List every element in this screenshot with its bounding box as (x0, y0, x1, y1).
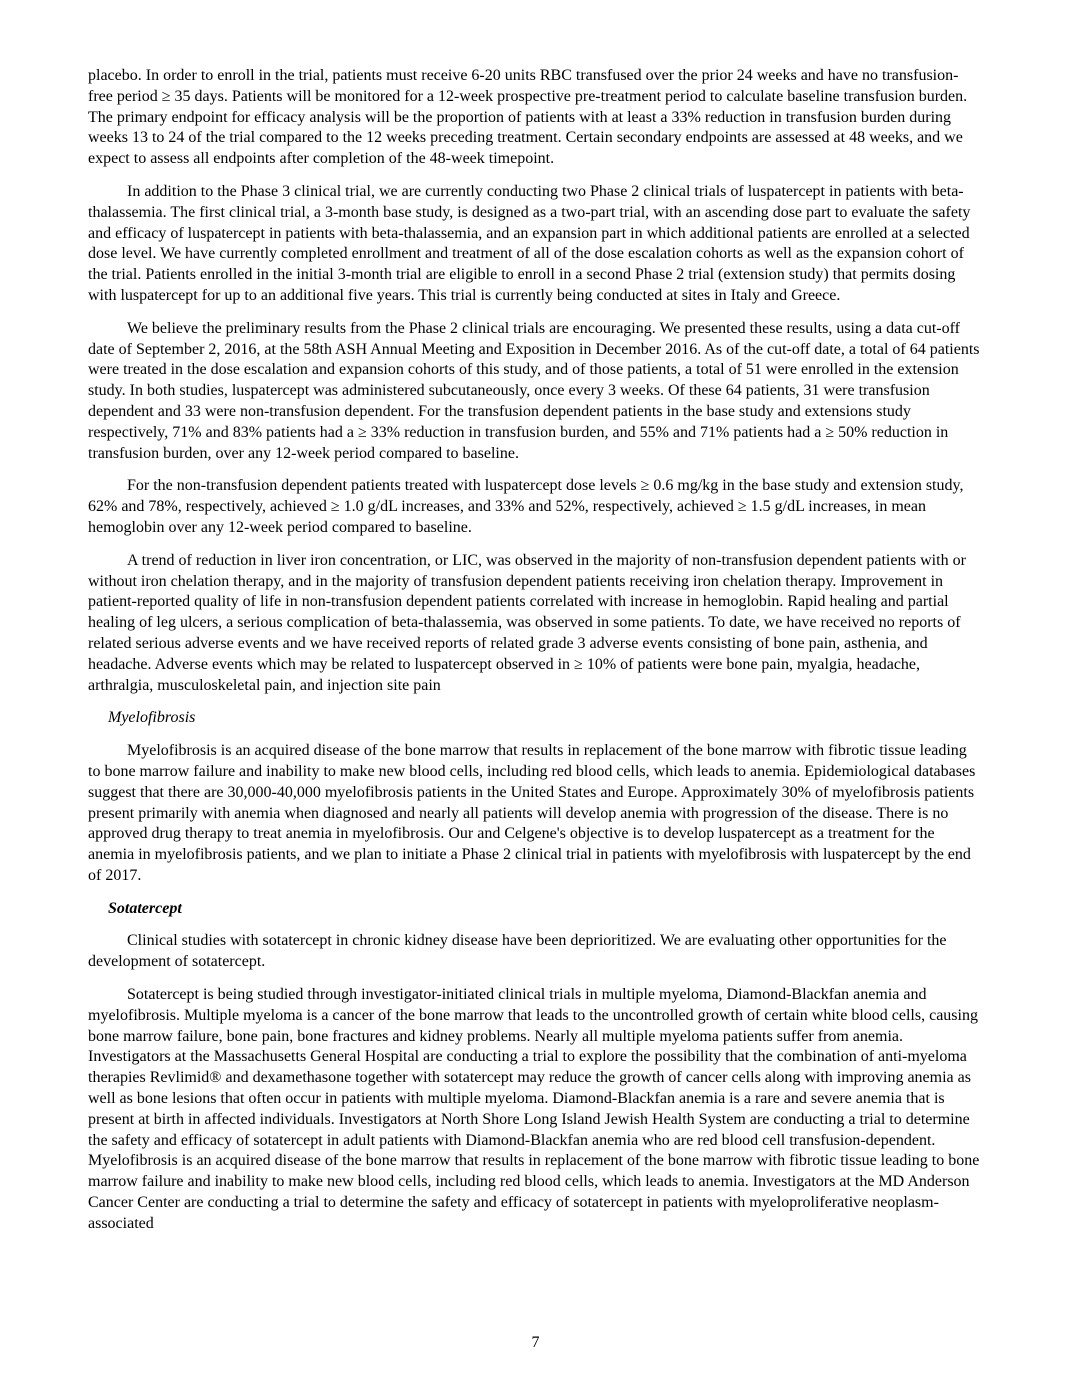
section-heading-myelofibrosis: Myelofibrosis (108, 709, 196, 727)
page-number: 7 (531, 1334, 540, 1351)
paragraph-sotatercept-trials: Sotatercept is being studied through investigator-initiated clinical trials in multiple myeloma, Diamond-Blackfan anemia and myelofibrosis. Multiple myeloma is a cancer of the bone marrow that leads to the uncontrolled growth of certain white blood cells, causing bone marrow failure, bone pain, bone fractures and kidney problems. Nearly all multiple myeloma patients suffer from anemia. Investigators at the Massachusetts General Hospital are conducting a trial to explore the possibility that the combination of anti-myeloma therapies Revlimid® and dexamethasone together with sotatercept may reduce the growth of cancer cells along with improving anemia as well as bone lesions that often occur in patients with multiple myeloma. Diamond-Blackfan anemia is a rare and severe anemia that is present at birth in affected individuals. Investigators at North Shore Long Island Jewish Health System are conducting a trial to determine the safety and efficacy of sotatercept in adult patients with Diamond-Blackfan anemia who are red blood cell transfusion-dependent. Myelofibrosis is an acquired disease of the bone marrow that results in replacement of the bone marrow with fibrotic tissue leading to bone marrow failure and inability to make new blood cells, including red blood cells, which leads to anemia. Investigators at the MD Anderson Cancer Center are conducting a trial to determine the safety and efficacy of sotatercept in patients with myeloproliferative neoplasm-associated (88, 986, 980, 1232)
paragraph-sotatercept-deprioritized: Clinical studies with sotatercept in chronic kidney disease have been deprioritized. We are evaluating other opportunities for the development of sotatercept. (88, 932, 947, 971)
paragraph-preliminary-results: We believe the preliminary results from the Phase 2 clinical trials are encouraging. We presented these results, using a data cut-off date of September 2, 2016, at the 58th ASH Annual Meeting and Exposition in December 2016. As of the cut-off date, a total of 64 patients were treated in the dose escalation and expansion cohorts of this study, and of those patients, a total of 51 were enrolled in the extension study. In both studies, luspatercept was administered subcutaneously, once every 3 weeks. Of these 64 patients, 31 were transfusion dependent and 33 were non-transfusion dependent. For the transfusion dependent patients in the base study and extensions study respectively, 71% and 83% patients had a ≥ 33% reduction in transfusion burden, and 55% and 71% patients had a ≥ 50% reduction in transfusion burden, over any 12-week period compared to baseline. (88, 319, 980, 462)
paragraph-myelofibrosis: Myelofibrosis is an acquired disease of the bone marrow that results in replacement of the bone marrow with fibrotic tissue leading to bone marrow failure and inability to make new blood cells, including red blood cells, which leads to anemia. Epidemiological databases suggest that there are 30,000-40,000 myelofibrosis patients in the United States and Europe. Approximately 30% of myelofibrosis patients present primarily with anemia when diagnosed and nearly all patients will develop anemia with progression of the disease. There is no approved drug therapy to treat anemia in myelofibrosis. Our and Celgene's objective is to develop luspatercept as a treatment for the anemia in myelofibrosis patients, and we plan to initiate a Phase 2 clinical trial in patients with myelofibrosis with luspatercept by the end of 2017. (88, 742, 976, 884)
paragraph-phase2-trials: In addition to the Phase 3 clinical trial, we are currently conducting two Phase 2 clinical trials of luspatercept in patients with beta-thalassemia. The first clinical trial, a 3-month base study, is designed as a two-part trial, with an ascending dose part to evaluate the safety and efficacy of luspatercept in patients with beta-thalassemia, and an expansion part in which additional patients are enrolled at a selected dose level. We have currently completed enrollment and treatment of all of the dose escalation cohorts as well as the expansion cohort of the trial. Patients enrolled in the initial 3-month trial are eligible to enroll in a second Phase 2 trial (extension study) that permits dosing with luspatercept for up to an additional five years. This trial is currently being conducted at sites in Italy and Greece. (88, 182, 971, 304)
section-heading-sotatercept: Sotatercept (108, 899, 182, 917)
paragraph-non-transfusion-results: For the non-transfusion dependent patients treated with luspatercept dose levels ≥ 0.6 mg/kg in the base study and extension study, 62% and 78%, respectively, achieved ≥ 1.0 g/dL increases, and 33% and 52%, respectively, achieved ≥ 1.5 g/dL increases, in mean hemoglobin over any 12-week period compared to baseline. (88, 477, 964, 536)
document-body (88, 66, 983, 1247)
paragraph-liver-iron: A trend of reduction in liver iron concentration, or LIC, was observed in the majority of non-transfusion dependent patients with or without iron chelation therapy, and in the majority of transfusion dependent patients receiving iron chelation therapy. Improvement in patient-reported quality of life in non-transfusion dependent patients correlated with increase in hemoglobin. Rapid healing and partial healing of leg ulcers, a serious complication of beta-thalassemia, was observed in some patients. To date, we have received no reports of related serious adverse events and we have received reports of related grade 3 adverse events consisting of bone pain, asthenia, and headache. Adverse events which may be related to luspatercept observed in ≥ 10% of patients were bone pain, myalgia, headache, arthralgia, musculoskeletal pain, and injection site pain (88, 551, 966, 694)
paragraph-trial-enrollment: placebo. In order to enroll in the trial, patients must receive 6-20 units RBC transfused over the prior 24 weeks and have no transfusion-free period ≥ 35 days. Patients will be monitored for a 12-week prospective pre-treatment period to calculate baseline transfusion burden. The primary endpoint for efficacy analysis will be the proportion of patients with at least a 33% reduction in transfusion burden during weeks 13 to 24 of the trial compared to the 12 weeks preceding treatment. Certain secondary endpoints are assessed at 48 weeks, and we expect to assess all endpoints after completion of the 48-week timepoint. (88, 67, 968, 168)
